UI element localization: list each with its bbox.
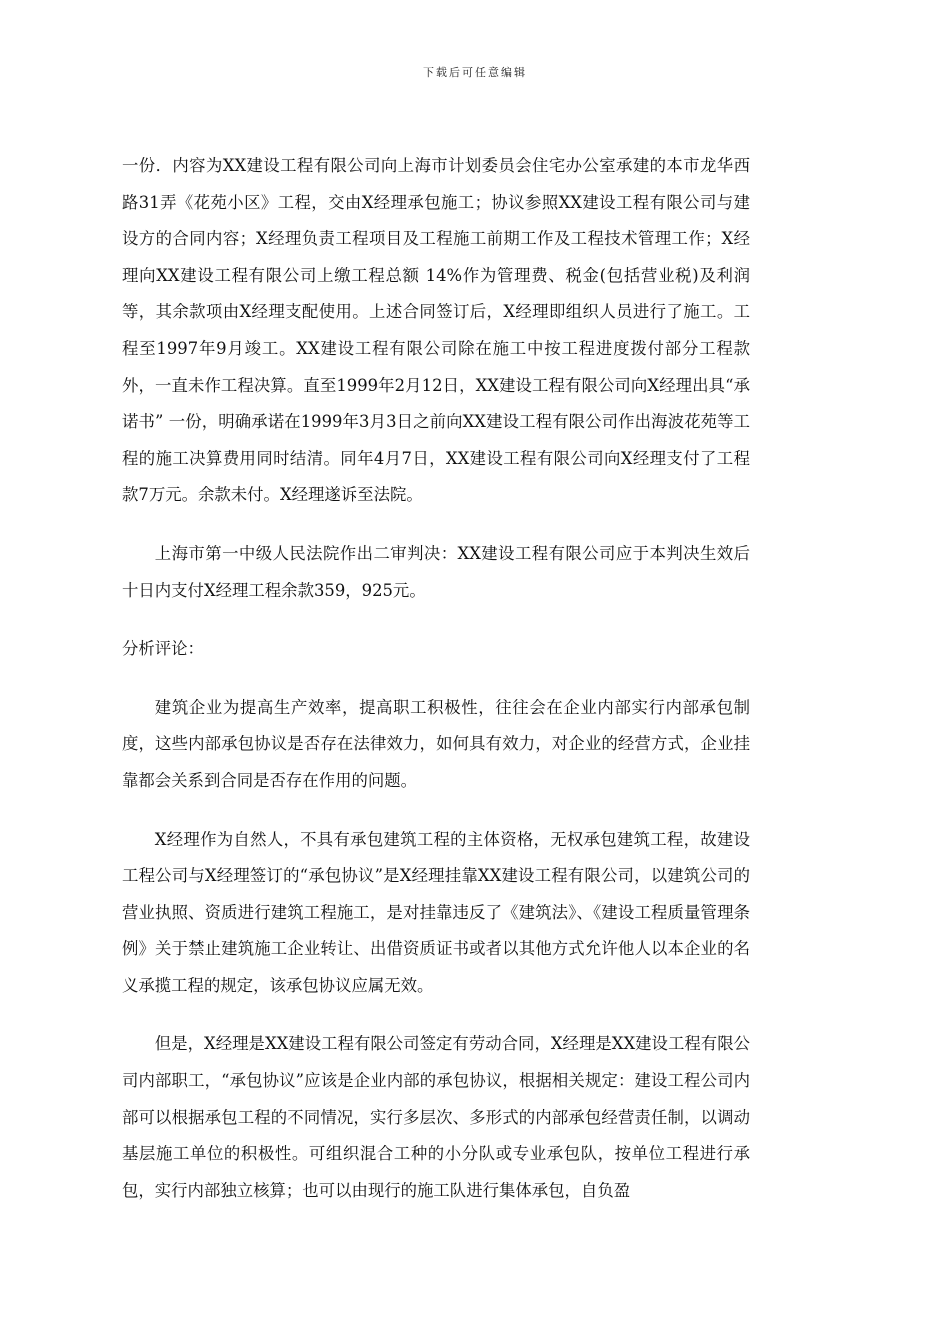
paragraph-analysis-invalidity: X经理作为自然人，不具有承包建筑工程的主体资格，无权承包建筑工程，故建设工程公司与X经理签订的“承包协议”是X经理挂靠XX建设工程有限公司，以建筑公司的营业执照、资质进行建筑工程施工，是对挂靠违反了《建筑法》、《建设工程质量管理条例》关于禁止建筑施工企业转让、出借资质证书或者以其他方式允许他人以本企业的名义承揽工程的规定，该承包协议应属无效。 (122, 829, 750, 995)
paragraph-court-judgment: 上海市第一中级人民法院作出二审判决：XX建设工程有限公司应于本判决生效后十日内支付X经理工程余款359，925元。 (122, 543, 750, 600)
document-body (122, 148, 750, 1231)
paragraph-analysis-internal-contract: 但是，X经理是XX建设工程有限公司签定有劳动合同，X经理是XX建设工程有限公司内部职工，“承包协议”应该是企业内部的承包协议，根据相关规定：建设工程公司内部可以根据承包工程的不同情况，实行多层次、多形式的内部承包经营责任制，以调动基层施工单位的积极性。可组织混合工种的小分队或专业承包队，按单位工程进行承包，实行内部独立核算；也可以由现行的施工队进行集体承包，自负盈 (122, 1034, 750, 1200)
paragraph-case-facts: 一份．内容为XX建设工程有限公司向上海市计划委员会住宅办公室承建的本市龙华西路31弄《花苑小区》工程，交由X经理承包施工；协议参照XX建设工程有限公司与建设方的合同内容；X经理负责工程项目及工程施工前期工作及工程技术管理工作；X经理向XX建设工程有限公司上缴工程总额 14%作为管理费、税金(包括营业税)及利润等，其余款项由X经理支配使用。上述合同签订后，X经理即组织人员进行了施工。工程至1997年9月竣工。XX建设工程有限公司除在施工中按工程进度拨付部分工程款外，一直未作工程决算。直至1999年2月12日，XX建设工程有限公司向X经理出具“承诺书” 一份，明确承诺在1999年3月3日之前向XX建设工程有限公司作出海波花苑等工程的施工决算费用同时结清。同年4月7日，XX建设工程有限公司向X经理支付了工程款7万元。余款未付。X经理遂诉至法院。 (122, 156, 750, 505)
page-header: 下载后可任意编辑 (423, 66, 527, 79)
section-heading-analysis: 分析评论： (122, 639, 204, 659)
paragraph-analysis-intro: 建筑企业为提高生产效率，提高职工积极性，往往会在企业内部实行内部承包制度，这些内部承包协议是否存在法律效力，如何具有效力，对企业的经营方式，企业挂靠都会关系到合同是否存在作用的问题。 (122, 697, 750, 790)
